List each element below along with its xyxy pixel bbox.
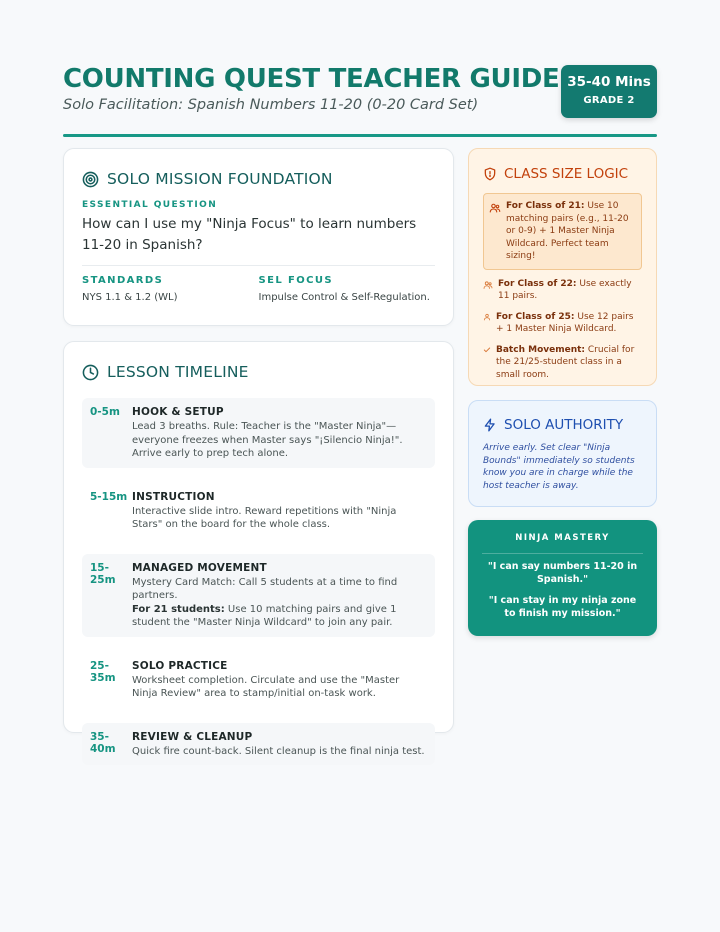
- batch-movement-row: [483, 344, 642, 382]
- grade-text: GRADE 2: [583, 95, 635, 106]
- timeline-heading-text: MANAGED MOVEMENT: [132, 561, 267, 574]
- sel-label: SEL FOCUS: [258, 275, 333, 286]
- timeline-description-part: Use 10 matching pairs and give 1 student the "Master Ninja Wildcard" to join any pair.: [132, 603, 397, 628]
- header-divider: [63, 134, 657, 137]
- class-size-logic-card: [468, 148, 657, 386]
- standards-text: NYS 1.1 & 1.2 (WL): [82, 292, 178, 303]
- timeline-body: [132, 660, 427, 701]
- class-22-text: [498, 278, 642, 303]
- mastery-quote: "I can stay in my ninja zone to finish my mission.": [488, 595, 637, 619]
- timeline-item: [82, 554, 435, 637]
- class-25-bold: For Class of 25:: [496, 311, 575, 322]
- class-21-text: [506, 200, 635, 263]
- class-21-highlight: [483, 193, 642, 270]
- timeline-description-part: Mystery Card Match: Call 5 students at a time to find partners.: [132, 576, 398, 601]
- ninja-mastery-card: [468, 520, 657, 636]
- shield-icon: [483, 167, 497, 181]
- page-subtitle: Solo Facilitation: Spanish Numbers 11-20 (0-20 Card Set): [63, 97, 479, 113]
- timeline-description: [132, 576, 427, 630]
- timeline-description: Quick fire count-back. Silent cleanup is the final ninja test.: [132, 745, 425, 757]
- class-22-bold: For Class of 22:: [498, 278, 577, 289]
- solo-authority-card: [468, 400, 657, 507]
- foundation-details: [82, 275, 435, 303]
- timeline-item: [82, 483, 435, 539]
- class-25-detail: Use 12 pairs + 1 Master Ninja Wildcard.: [496, 311, 634, 334]
- class-22-detail: Use exactly 11 pairs.: [498, 278, 632, 301]
- check-icon: [483, 346, 491, 354]
- duration-text: 35-40 Mins: [567, 74, 651, 90]
- timeline-item: [82, 652, 435, 708]
- timeline-body: [132, 406, 427, 461]
- duration-badge: [561, 65, 657, 118]
- timeline-description: Worksheet completion. Circulate and use the "Master Ninja Review" area to stamp/initial on-task work.: [132, 674, 400, 699]
- class-21-bold: For Class of 21:: [506, 201, 585, 211]
- timeline-heading-text: HOOK & SETUP: [132, 406, 224, 418]
- class-size-heading: [483, 164, 642, 184]
- class-22-row: [483, 278, 642, 303]
- class-25-text: [496, 311, 642, 336]
- ninja-mastery-divider: [482, 553, 643, 554]
- timeline-list: [82, 398, 435, 765]
- essential-question-label: ESSENTIAL QUESTION: [82, 200, 218, 210]
- users-icon: [483, 280, 493, 290]
- header: [63, 64, 657, 134]
- sel-column: [259, 275, 436, 303]
- foundation-heading: [82, 168, 435, 190]
- timeline-body: [132, 731, 427, 759]
- timeline-time: 0-5m: [90, 406, 120, 418]
- users-icon: [489, 202, 501, 214]
- lightning-icon: [483, 418, 497, 432]
- ninja-mastery-title: NINJA MASTERY: [515, 533, 610, 543]
- timeline-heading-text: INSTRUCTION: [132, 490, 215, 503]
- users-icon: [483, 313, 491, 321]
- timeline-heading: [82, 361, 435, 383]
- timeline-description: Interactive slide intro. Reward repetitions with "Ninja Stars" on the board for the whole class.: [132, 505, 397, 530]
- mastery-quote: "I can say numbers 11-20 in Spanish.": [487, 561, 638, 585]
- timeline-description: Lead 3 breaths. Rule: Teacher is the "Master Ninja"—everyone freezes when Master says "¡Silencio Ninja!". Arrive early to prep tech alone.: [132, 421, 403, 459]
- timeline-card: [63, 341, 454, 757]
- standards-column: [82, 275, 259, 303]
- solo-authority-text: Arrive early. Set clear "Ninja Bounds" immediately so students know you are in charge while the host teacher is away.: [483, 443, 635, 491]
- timeline-time: 15-25m: [90, 561, 116, 586]
- batch-movement-bold: Batch Movement:: [496, 344, 586, 355]
- timeline-item: [82, 723, 435, 766]
- timeline-body: [132, 491, 427, 532]
- timeline-body: [132, 562, 427, 630]
- timeline-title: LESSON TIMELINE: [107, 363, 249, 381]
- class-21-detail: Use 10 matching pairs (e.g., 11-20 or 0-9) + 1 Master Ninja Wildcard. Perfect team sizing!: [506, 201, 629, 261]
- foundation-card: [63, 148, 454, 326]
- standards-label: STANDARDS: [82, 275, 164, 286]
- batch-movement-detail: Crucial for the 21/25-student class in a small room.: [496, 344, 635, 380]
- timeline-heading-text: SOLO PRACTICE: [132, 659, 228, 672]
- target-icon: [82, 171, 99, 188]
- class-25-row: [483, 311, 642, 336]
- clock-icon: [82, 364, 99, 381]
- essential-question-text: How can I use my "Ninja Focus" to learn numbers 11-20 in Spanish?: [82, 216, 417, 253]
- page-title: COUNTING QUEST TEACHER GUIDE: [63, 64, 560, 94]
- solo-authority-title: SOLO AUTHORITY: [504, 417, 624, 433]
- timeline-time: 25-35m: [90, 659, 116, 684]
- timeline-time: 5-15m: [90, 490, 128, 503]
- foundation-title: SOLO MISSION FOUNDATION: [107, 170, 333, 188]
- solo-authority-heading: [483, 415, 642, 435]
- batch-movement-text: [496, 344, 642, 382]
- foundation-divider: [82, 265, 435, 266]
- timeline-time: 35-40m: [90, 730, 116, 755]
- class-size-title: CLASS SIZE LOGIC: [504, 166, 629, 182]
- timeline-heading-text: REVIEW & CLEANUP: [132, 730, 253, 743]
- timeline-bold-note: For 21 students:: [132, 603, 225, 615]
- timeline-item: [82, 398, 435, 468]
- sel-text: Impulse Control & Self-Regulation.: [258, 292, 430, 303]
